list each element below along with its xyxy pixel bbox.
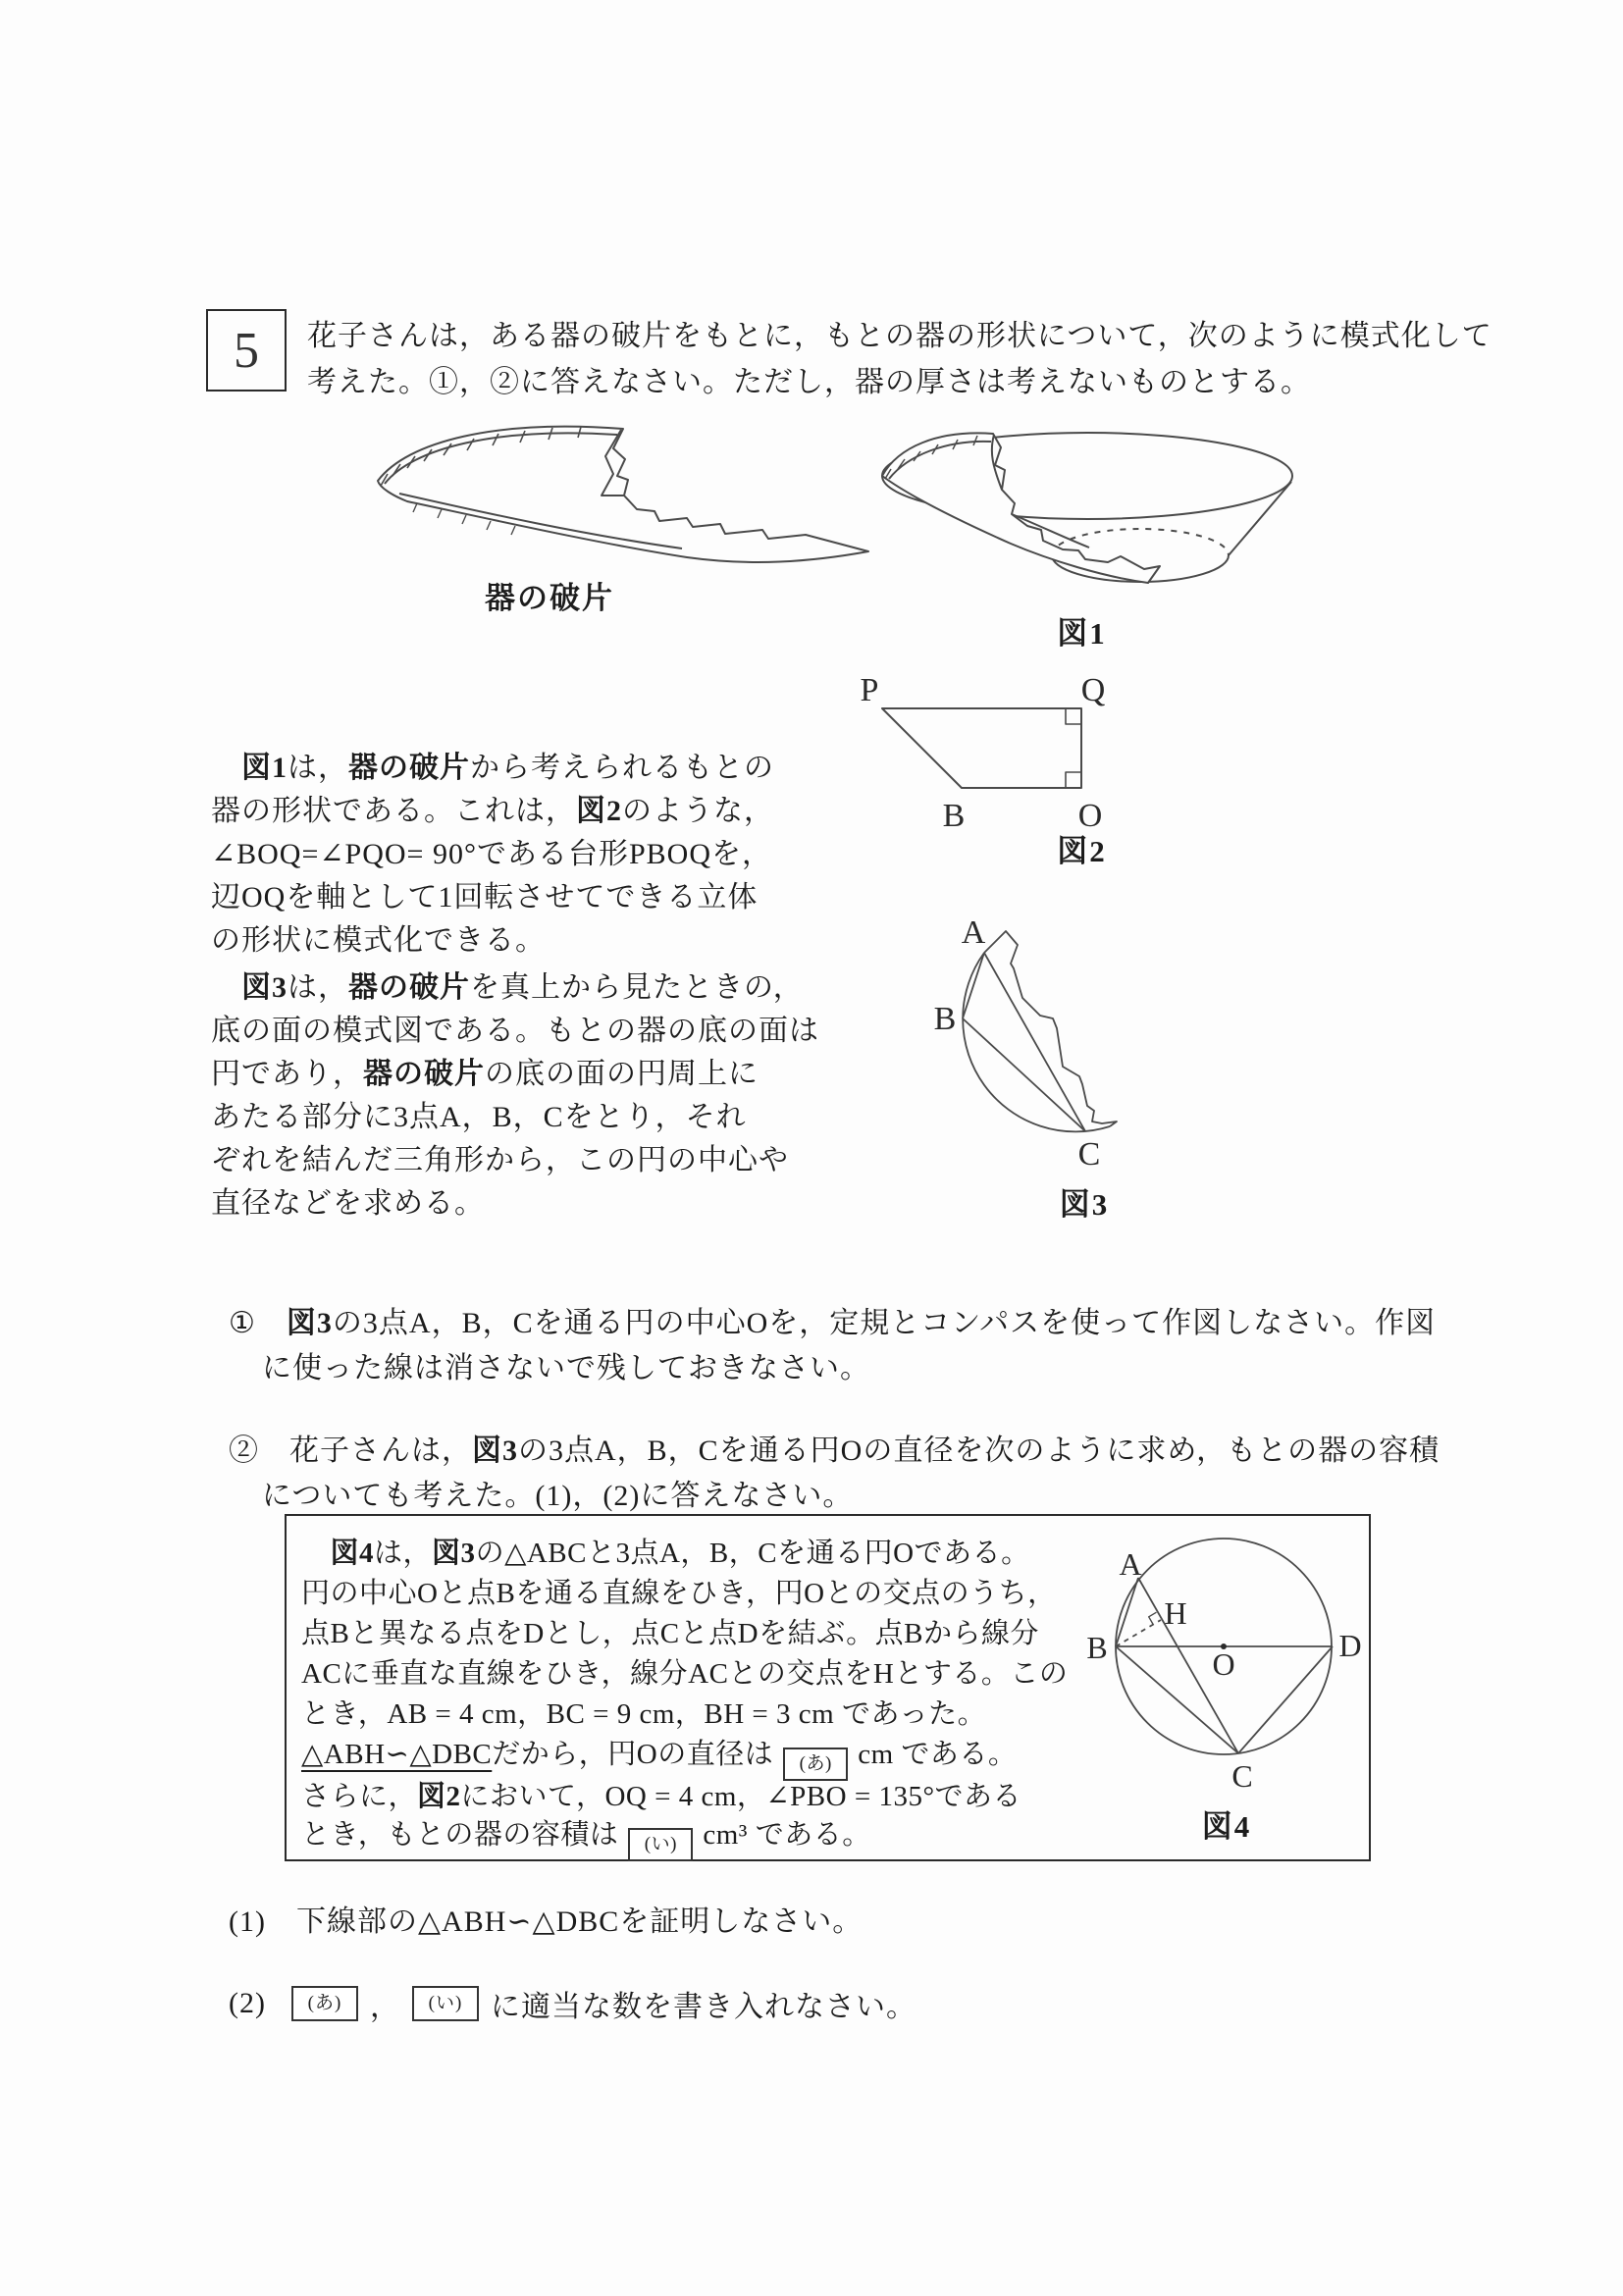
item1-line-2: に使った線は消さないで残しておきなさい。 [262, 1352, 870, 1384]
intro-line-1: 花子さんは，ある器の破片をもとに，もとの器の形状について，次のように模式化して [307, 320, 1492, 352]
para2-line-3: 円であり，器の破片の底の面の円周上に [211, 1058, 759, 1090]
question-2-text: に適当な数を書き入れなさい。 [490, 1991, 916, 2023]
fig2-label-B: B [942, 798, 966, 834]
fig4-caption: 図4 [1201, 1809, 1252, 1844]
para1-line-5: の形状に模式化できる。 [211, 924, 546, 957]
para1-line-1: 図1は，器の破片から考えられるもとの [241, 752, 774, 784]
question-2 [229, 1982, 916, 2025]
question-1: (1) 下線部の△ABH∽△DBCを証明しなさい。 [229, 1905, 864, 1938]
para2-line-4: あたる部分に3点A，B，Cをとり，それ [211, 1101, 747, 1133]
fig3-label-C: C [1077, 1136, 1101, 1173]
fig4-circle-figure [1070, 1526, 1403, 1840]
item2-line-2: についても考えた。(1)，(2)に答えなさい。 [262, 1480, 854, 1512]
fig2-label-Q: Q [1080, 672, 1106, 708]
fig3-jagged-edge [984, 931, 1117, 1126]
box-line-2: 円の中心Oと点Bを通る直線をひき，円Oとの交点のうち， [301, 1578, 1057, 1609]
box-line-7: さらに，図2において，OQ = 4 cm，∠PBO = 135°である [301, 1781, 1022, 1812]
fig4-label-D: D [1338, 1628, 1362, 1663]
fig3-chord-AC [984, 953, 1085, 1131]
item2-line-1: ② 花子さんは，図3の3点A，B，Cを通る円Oの直径を次のように求め，もとの器の容積 [229, 1435, 1440, 1467]
fig2-right-angle-mark-O [1066, 772, 1081, 788]
problem-number: 5 [234, 322, 259, 379]
question-2-prefix: (2) [229, 1987, 266, 2019]
fig3-chord-BC [963, 1018, 1085, 1131]
fig3-label-B: B [933, 1001, 957, 1037]
box-line-6: △ABH∽△DBCだから，円Oの直径は (あ) cm である。 [301, 1732, 1017, 1781]
fig2-caption: 図2 [1057, 834, 1107, 868]
fig3-caption: 図3 [1059, 1187, 1110, 1222]
box-line-5: とき，AB = 4 cm，BC = 9 cm，BH = 3 cm であった。 [301, 1698, 987, 1730]
fig4-label-H: H [1164, 1595, 1187, 1631]
fig1-caption: 図1 [1057, 616, 1107, 651]
box-line-8: とき，もとの器の容積は (い) cm³ である。 [301, 1812, 871, 1861]
fig4-label-A: A [1119, 1546, 1142, 1582]
fig4-label-O: O [1212, 1646, 1235, 1682]
fig1-shard-outline [882, 433, 1160, 583]
para2-line-6: 直径などを求める。 [211, 1187, 485, 1220]
fig4-label-C: C [1231, 1758, 1253, 1794]
fig4-label-B: B [1086, 1630, 1108, 1665]
para1-line-4: 辺OQを軸として1回転させてできる立体 [211, 881, 759, 913]
intro-line-2: 考えた。①，②に答えなさい。ただし，器の厚さは考えないものとする。 [307, 366, 1311, 398]
fig3-chord-AB [963, 953, 984, 1018]
fig2-right-angle-mark-Q [1066, 708, 1081, 724]
fig3-label-A: A [961, 914, 986, 951]
fig4-chord-CD [1238, 1646, 1333, 1753]
problem-number-box [206, 309, 287, 391]
item1-line-1: ① 図3の3点A，B，Cを通る円の中心Oを，定規とコンパスを使って作図しなさい。作図 [229, 1307, 1437, 1339]
fig4-right-angle-mark-H [1149, 1612, 1157, 1624]
para1-line-3: ∠BOQ=∠PQO= 90°である台形PBOQを， [211, 838, 772, 870]
fragment-figure [339, 417, 927, 574]
box-line-3: 点Bと異なる点をDとし，点Cと点Dを結ぶ。点Bから線分 [301, 1618, 1039, 1649]
fig2-label-P: P [860, 672, 879, 708]
para2-line-1: 図3は，器の破片を真上から見たときの， [241, 971, 804, 1004]
box-line-4: ACに垂直な直線をひき，線分ACとの交点をHとする。この [301, 1658, 1069, 1690]
fig1-right-side [1229, 482, 1291, 555]
fig2-label-O: O [1077, 798, 1103, 834]
fragment-caption: 器の破片 [485, 581, 614, 615]
answer-blank-a: (あ) [291, 1986, 358, 2021]
question-2-comma: ， [369, 1991, 400, 2023]
answer-blank-b: (い) [412, 1986, 479, 2021]
para2-line-5: ぞれを結んだ三角形から，この円の中心や [211, 1144, 789, 1176]
para2-line-2: 底の面の模式図である。もとの器の底の面は [211, 1015, 819, 1047]
fig1-bowl-figure [854, 408, 1310, 600]
para1-line-2: 器の形状である。これは，図2のような， [211, 795, 774, 827]
fig2-trapezoid-outline [882, 708, 1081, 788]
box-line-1: 図4は，図3の△ABCと3点A，B，Cを通る円Oである。 [330, 1538, 1030, 1569]
